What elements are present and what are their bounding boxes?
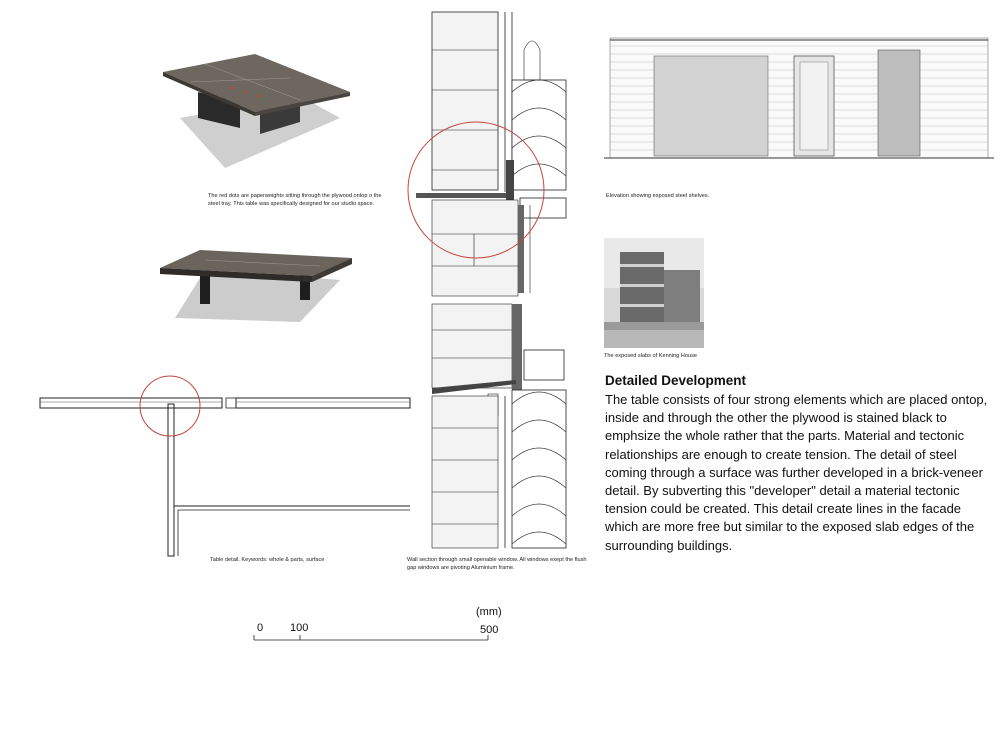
- photo-caption: The exposed slabs of Kenning House: [604, 353, 697, 359]
- elevation-caption: Elevation showing exposed steel shelves.: [606, 193, 710, 199]
- section-heading: Detailed Development: [605, 373, 747, 388]
- table-detail-caption: Table detail. Keywords: whole & parts, surface: [210, 557, 325, 563]
- table-render-caption: The red dots are paperweights sitting through the plywood ontop o the steel tray. This table was specifically designed for our studio space.: [208, 193, 382, 207]
- wall-section-caption: Wall section through small openable window. All windows exept the flush gap windows are pivoting Aluminium frame.: [407, 557, 587, 571]
- scale-label-0: 0: [257, 622, 264, 634]
- section-body: The table consists of four strong elements which are placed ontop, inside and through the other the plywood is stained black to emphsize the whole rather that the parts. Material and tectonic relationships are enough to create tension. The detail of steel coming through a surface was further developed in a brick-veneer detail. By subverting this "developer" detail a material tectonic tension could be created. This detail create lines in the facade which are more free but similar to the exposed slab edges of the surrounding buildings.: [605, 392, 988, 553]
- scale-label-100: 100: [290, 622, 309, 634]
- scale-label-500: 500: [480, 624, 499, 636]
- scale-unit: (mm): [476, 606, 502, 618]
